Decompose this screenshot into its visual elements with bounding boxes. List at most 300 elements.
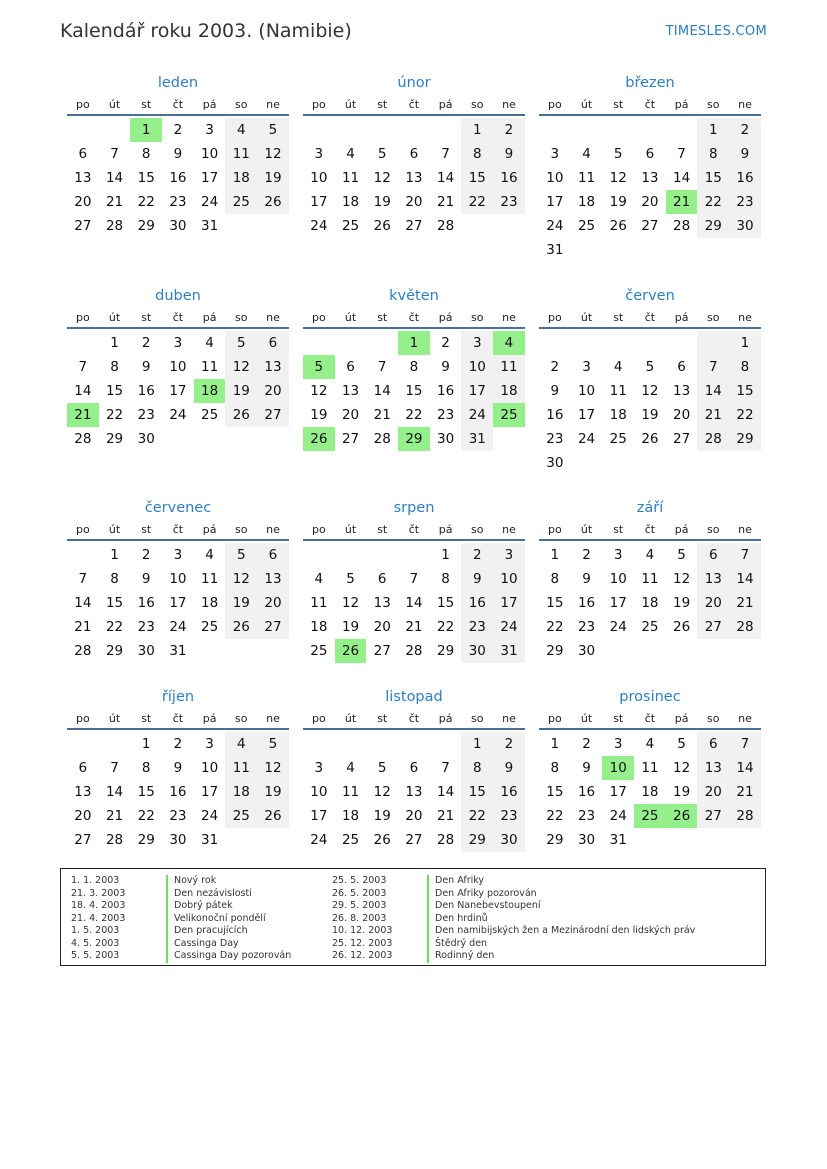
- day-cell[interactable]: 23: [169, 194, 187, 210]
- day-cell[interactable]: 4: [346, 760, 355, 776]
- day-cell[interactable]: 9: [493, 142, 525, 166]
- day-cell[interactable]: 22: [461, 190, 493, 214]
- day-cell[interactable]: 14: [697, 379, 729, 403]
- day-cell[interactable]: 29: [105, 431, 124, 447]
- day-cell[interactable]: 9: [582, 760, 591, 776]
- day-cell[interactable]: 8: [550, 760, 560, 776]
- day-cell[interactable]: 29: [461, 828, 493, 852]
- day-cell[interactable]: 31: [201, 218, 219, 234]
- day-cell[interactable]: 20: [74, 194, 92, 210]
- day-cell[interactable]: 19: [225, 379, 257, 403]
- day-cell[interactable]: 18: [310, 619, 328, 635]
- day-cell[interactable]: 12: [673, 760, 691, 776]
- day-cell[interactable]: 2: [582, 547, 591, 563]
- day-cell[interactable]: 4: [645, 736, 655, 752]
- day-cell[interactable]: 19: [373, 194, 391, 210]
- day-cell[interactable]: 13: [641, 170, 659, 186]
- day-cell[interactable]: 4: [314, 571, 324, 587]
- day-cell[interactable]: 2: [141, 547, 151, 563]
- day-cell[interactable]: 1: [110, 335, 119, 351]
- day-cell[interactable]: 24: [310, 218, 328, 234]
- day-cell[interactable]: 31: [493, 639, 525, 663]
- day-cell[interactable]: 5: [377, 146, 387, 162]
- day-cell[interactable]: 2: [493, 118, 525, 142]
- day-cell[interactable]: 23: [137, 407, 155, 423]
- day-cell[interactable]: 25: [201, 619, 219, 635]
- day-cell[interactable]: 28: [373, 431, 391, 447]
- day-cell[interactable]: 29: [137, 832, 155, 848]
- day-cell[interactable]: 20: [697, 780, 729, 804]
- day-cell[interactable]: 5: [303, 355, 335, 379]
- day-cell[interactable]: 30: [137, 431, 155, 447]
- day-cell[interactable]: 27: [697, 615, 729, 639]
- day-cell[interactable]: 10: [201, 760, 219, 776]
- day-cell[interactable]: 12: [225, 567, 257, 591]
- day-cell[interactable]: 1: [550, 547, 560, 563]
- day-cell[interactable]: 17: [609, 784, 627, 800]
- day-cell[interactable]: 2: [173, 736, 183, 752]
- day-cell[interactable]: 22: [546, 619, 564, 635]
- day-cell[interactable]: 18: [641, 595, 659, 611]
- day-cell[interactable]: 10: [310, 784, 328, 800]
- day-cell[interactable]: 28: [673, 218, 691, 234]
- day-cell[interactable]: 5: [377, 760, 387, 776]
- day-cell[interactable]: 18: [341, 808, 360, 824]
- day-cell[interactable]: 12: [310, 383, 328, 399]
- day-cell[interactable]: 30: [169, 832, 187, 848]
- day-cell[interactable]: 16: [729, 166, 761, 190]
- day-cell[interactable]: 4: [205, 335, 214, 351]
- day-cell[interactable]: 30: [577, 832, 596, 848]
- day-cell[interactable]: 24: [577, 431, 596, 447]
- day-cell[interactable]: 15: [461, 780, 493, 804]
- day-cell[interactable]: 13: [74, 784, 92, 800]
- day-cell[interactable]: 3: [173, 547, 183, 563]
- day-cell[interactable]: 11: [341, 170, 360, 186]
- day-cell[interactable]: 11: [641, 571, 659, 587]
- day-cell[interactable]: 20: [74, 808, 92, 824]
- day-cell[interactable]: 25: [577, 218, 596, 234]
- day-cell[interactable]: 24: [310, 832, 328, 848]
- day-cell[interactable]: 20: [673, 407, 691, 423]
- day-cell[interactable]: 28: [74, 431, 92, 447]
- day-cell[interactable]: 26: [609, 218, 627, 234]
- day-cell[interactable]: 29: [398, 427, 430, 451]
- day-cell[interactable]: 1: [461, 118, 493, 142]
- day-cell[interactable]: 18: [609, 407, 627, 423]
- day-cell[interactable]: 6: [645, 146, 655, 162]
- day-cell[interactable]: 10: [169, 359, 187, 375]
- day-cell[interactable]: 17: [201, 170, 219, 186]
- day-cell[interactable]: 1: [461, 732, 493, 756]
- day-cell[interactable]: 27: [74, 832, 92, 848]
- day-cell[interactable]: 6: [697, 543, 729, 567]
- day-cell[interactable]: 14: [373, 383, 391, 399]
- day-cell[interactable]: 26: [225, 615, 257, 639]
- day-cell[interactable]: 21: [697, 403, 729, 427]
- day-cell[interactable]: 3: [613, 736, 623, 752]
- day-cell[interactable]: 2: [141, 335, 151, 351]
- day-cell[interactable]: 14: [729, 567, 761, 591]
- day-cell[interactable]: 29: [729, 427, 761, 451]
- day-cell[interactable]: 1: [697, 118, 729, 142]
- day-cell[interactable]: 24: [546, 218, 564, 234]
- day-cell[interactable]: 12: [257, 756, 289, 780]
- day-cell[interactable]: 21: [67, 403, 99, 427]
- day-cell[interactable]: 29: [697, 214, 729, 238]
- day-cell[interactable]: 10: [609, 571, 627, 587]
- day-cell[interactable]: 29: [437, 643, 455, 659]
- day-cell[interactable]: 6: [346, 359, 355, 375]
- day-cell[interactable]: 23: [577, 808, 596, 824]
- day-cell[interactable]: 10: [310, 170, 328, 186]
- day-cell[interactable]: 7: [110, 146, 119, 162]
- day-cell[interactable]: 30: [546, 455, 564, 471]
- day-cell[interactable]: 5: [613, 146, 623, 162]
- day-cell[interactable]: 2: [461, 543, 493, 567]
- day-cell[interactable]: 30: [461, 639, 493, 663]
- day-cell[interactable]: 27: [373, 643, 391, 659]
- day-cell[interactable]: 9: [173, 146, 183, 162]
- day-cell[interactable]: 15: [405, 383, 423, 399]
- day-cell[interactable]: 8: [550, 571, 560, 587]
- day-cell[interactable]: 3: [314, 760, 324, 776]
- day-cell[interactable]: 6: [697, 732, 729, 756]
- day-cell[interactable]: 24: [169, 407, 187, 423]
- day-cell[interactable]: 20: [697, 591, 729, 615]
- day-cell[interactable]: 26: [373, 832, 391, 848]
- day-cell[interactable]: 11: [641, 760, 659, 776]
- day-cell[interactable]: 20: [341, 407, 360, 423]
- day-cell[interactable]: 16: [169, 170, 187, 186]
- day-cell[interactable]: 13: [341, 383, 360, 399]
- day-cell[interactable]: 30: [437, 431, 455, 447]
- day-cell[interactable]: 26: [257, 190, 289, 214]
- day-cell[interactable]: 15: [729, 379, 761, 403]
- day-cell[interactable]: 26: [257, 804, 289, 828]
- day-cell[interactable]: 4: [205, 547, 214, 563]
- day-cell[interactable]: 11: [341, 784, 360, 800]
- day-cell[interactable]: 1: [110, 547, 119, 563]
- day-cell[interactable]: 18: [194, 379, 226, 403]
- day-cell[interactable]: 21: [666, 190, 698, 214]
- day-cell[interactable]: 8: [729, 355, 761, 379]
- day-cell[interactable]: 18: [577, 194, 596, 210]
- day-cell[interactable]: 13: [373, 595, 391, 611]
- day-cell[interactable]: 23: [137, 619, 155, 635]
- day-cell[interactable]: 11: [201, 359, 219, 375]
- day-cell[interactable]: 18: [201, 595, 219, 611]
- day-cell[interactable]: 8: [141, 760, 151, 776]
- day-cell[interactable]: 20: [405, 194, 423, 210]
- day-cell[interactable]: 28: [437, 832, 455, 848]
- day-cell[interactable]: 23: [493, 190, 525, 214]
- day-cell[interactable]: 21: [74, 619, 92, 635]
- day-cell[interactable]: 17: [169, 595, 187, 611]
- day-cell[interactable]: 10: [493, 567, 525, 591]
- day-cell[interactable]: 23: [546, 431, 564, 447]
- day-cell[interactable]: 6: [677, 359, 686, 375]
- day-cell[interactable]: 18: [341, 194, 360, 210]
- day-cell[interactable]: 13: [74, 170, 92, 186]
- day-cell[interactable]: 17: [577, 407, 596, 423]
- day-cell[interactable]: 26: [673, 619, 691, 635]
- day-cell[interactable]: 13: [257, 567, 289, 591]
- day-cell[interactable]: 30: [493, 828, 525, 852]
- day-cell[interactable]: 26: [641, 431, 659, 447]
- day-cell[interactable]: 17: [201, 784, 219, 800]
- day-cell[interactable]: 12: [373, 784, 391, 800]
- day-cell[interactable]: 28: [105, 832, 124, 848]
- day-cell[interactable]: 15: [137, 784, 155, 800]
- day-cell[interactable]: 10: [577, 383, 596, 399]
- day-cell[interactable]: 26: [303, 427, 335, 451]
- day-cell[interactable]: 11: [609, 383, 627, 399]
- day-cell[interactable]: 23: [577, 619, 596, 635]
- day-cell[interactable]: 4: [613, 359, 623, 375]
- day-cell[interactable]: 12: [341, 595, 360, 611]
- day-cell[interactable]: 12: [609, 170, 627, 186]
- day-cell[interactable]: 9: [582, 571, 591, 587]
- day-cell[interactable]: 27: [405, 832, 423, 848]
- day-cell[interactable]: 7: [377, 359, 387, 375]
- day-cell[interactable]: 25: [641, 619, 659, 635]
- day-cell[interactable]: 4: [225, 732, 257, 756]
- day-cell[interactable]: 24: [201, 808, 219, 824]
- day-cell[interactable]: 27: [673, 431, 691, 447]
- day-cell[interactable]: 21: [729, 591, 761, 615]
- day-cell[interactable]: 8: [110, 571, 119, 587]
- day-cell[interactable]: 23: [437, 407, 455, 423]
- day-cell[interactable]: 22: [105, 407, 124, 423]
- day-cell[interactable]: 27: [257, 403, 289, 427]
- day-cell[interactable]: 12: [673, 571, 691, 587]
- day-cell[interactable]: 22: [461, 804, 493, 828]
- day-cell[interactable]: 10: [602, 756, 634, 780]
- day-cell[interactable]: 22: [105, 619, 124, 635]
- day-cell[interactable]: 7: [78, 571, 88, 587]
- day-cell[interactable]: 26: [666, 804, 698, 828]
- day-cell[interactable]: 19: [673, 784, 691, 800]
- day-cell[interactable]: 12: [373, 170, 391, 186]
- day-cell[interactable]: 6: [409, 146, 419, 162]
- day-cell[interactable]: 7: [677, 146, 686, 162]
- day-cell[interactable]: 16: [169, 784, 187, 800]
- day-cell[interactable]: 27: [697, 804, 729, 828]
- day-cell[interactable]: 19: [641, 407, 659, 423]
- day-cell[interactable]: 3: [314, 146, 324, 162]
- day-cell[interactable]: 26: [335, 639, 367, 663]
- day-cell[interactable]: 2: [173, 122, 183, 138]
- day-cell[interactable]: 13: [697, 567, 729, 591]
- day-cell[interactable]: 16: [461, 591, 493, 615]
- day-cell[interactable]: 23: [729, 190, 761, 214]
- day-cell[interactable]: 13: [673, 383, 691, 399]
- day-cell[interactable]: 3: [613, 547, 623, 563]
- day-cell[interactable]: 17: [310, 808, 328, 824]
- day-cell[interactable]: 25: [609, 431, 627, 447]
- day-cell[interactable]: 28: [405, 643, 423, 659]
- day-cell[interactable]: 1: [729, 331, 761, 355]
- day-cell[interactable]: 20: [257, 591, 289, 615]
- day-cell[interactable]: 25: [341, 218, 360, 234]
- day-cell[interactable]: 9: [729, 142, 761, 166]
- day-cell[interactable]: 21: [437, 808, 455, 824]
- day-cell[interactable]: 6: [257, 331, 289, 355]
- day-cell[interactable]: 11: [310, 595, 328, 611]
- day-cell[interactable]: 4: [225, 118, 257, 142]
- day-cell[interactable]: 28: [74, 643, 92, 659]
- day-cell[interactable]: 28: [437, 218, 455, 234]
- day-cell[interactable]: 13: [405, 784, 423, 800]
- day-cell[interactable]: 21: [373, 407, 391, 423]
- day-cell[interactable]: 13: [697, 756, 729, 780]
- day-cell[interactable]: 14: [105, 784, 124, 800]
- day-cell[interactable]: 29: [105, 643, 124, 659]
- day-cell[interactable]: 8: [141, 146, 151, 162]
- day-cell[interactable]: 4: [346, 146, 355, 162]
- day-cell[interactable]: 19: [341, 619, 360, 635]
- day-cell[interactable]: 5: [225, 331, 257, 355]
- brand-logo-link[interactable]: TIMESLES.COM: [665, 24, 767, 39]
- day-cell[interactable]: 11: [201, 571, 219, 587]
- day-cell[interactable]: 30: [169, 218, 187, 234]
- day-cell[interactable]: 15: [546, 595, 564, 611]
- day-cell[interactable]: 7: [409, 571, 419, 587]
- day-cell[interactable]: 2: [550, 359, 560, 375]
- day-cell[interactable]: 5: [346, 571, 355, 587]
- day-cell[interactable]: 1: [441, 547, 450, 563]
- day-cell[interactable]: 19: [373, 808, 391, 824]
- day-cell[interactable]: 13: [405, 170, 423, 186]
- day-cell[interactable]: 28: [729, 804, 761, 828]
- day-cell[interactable]: 3: [205, 122, 214, 138]
- day-cell[interactable]: 19: [257, 780, 289, 804]
- day-cell[interactable]: 2: [582, 736, 591, 752]
- day-cell[interactable]: 20: [373, 619, 391, 635]
- day-cell[interactable]: 7: [729, 543, 761, 567]
- day-cell[interactable]: 24: [201, 194, 219, 210]
- day-cell[interactable]: 22: [546, 808, 564, 824]
- day-cell[interactable]: 31: [461, 427, 493, 451]
- day-cell[interactable]: 14: [673, 170, 691, 186]
- day-cell[interactable]: 15: [461, 166, 493, 190]
- day-cell[interactable]: 14: [437, 784, 455, 800]
- day-cell[interactable]: 6: [257, 543, 289, 567]
- day-cell[interactable]: 24: [169, 619, 187, 635]
- day-cell[interactable]: 17: [609, 595, 627, 611]
- day-cell[interactable]: 3: [493, 543, 525, 567]
- day-cell[interactable]: 14: [74, 383, 92, 399]
- day-cell[interactable]: 1: [398, 331, 430, 355]
- day-cell[interactable]: 18: [641, 784, 659, 800]
- day-cell[interactable]: 16: [137, 595, 155, 611]
- day-cell[interactable]: 8: [697, 142, 729, 166]
- day-cell[interactable]: 19: [225, 591, 257, 615]
- day-cell[interactable]: 9: [493, 756, 525, 780]
- day-cell[interactable]: 11: [493, 355, 525, 379]
- day-cell[interactable]: 22: [137, 194, 155, 210]
- day-cell[interactable]: 8: [441, 571, 450, 587]
- day-cell[interactable]: 1: [130, 118, 162, 142]
- day-cell[interactable]: 31: [201, 832, 219, 848]
- day-cell[interactable]: 3: [550, 146, 560, 162]
- day-cell[interactable]: 6: [409, 760, 419, 776]
- day-cell[interactable]: 5: [257, 732, 289, 756]
- day-cell[interactable]: 25: [310, 643, 328, 659]
- day-cell[interactable]: 28: [729, 615, 761, 639]
- day-cell[interactable]: 9: [173, 760, 183, 776]
- day-cell[interactable]: 19: [673, 595, 691, 611]
- day-cell[interactable]: 1: [550, 736, 560, 752]
- day-cell[interactable]: 18: [225, 166, 257, 190]
- day-cell[interactable]: 27: [641, 218, 659, 234]
- day-cell[interactable]: 8: [461, 756, 493, 780]
- day-cell[interactable]: 16: [493, 780, 525, 804]
- day-cell[interactable]: 7: [441, 146, 450, 162]
- day-cell[interactable]: 18: [493, 379, 525, 403]
- day-cell[interactable]: 3: [205, 736, 214, 752]
- day-cell[interactable]: 16: [437, 383, 455, 399]
- day-cell[interactable]: 25: [341, 832, 360, 848]
- day-cell[interactable]: 12: [225, 355, 257, 379]
- day-cell[interactable]: 14: [74, 595, 92, 611]
- day-cell[interactable]: 2: [441, 335, 450, 351]
- day-cell[interactable]: 3: [582, 359, 591, 375]
- day-cell[interactable]: 30: [729, 214, 761, 238]
- day-cell[interactable]: 2: [729, 118, 761, 142]
- day-cell[interactable]: 8: [409, 359, 419, 375]
- day-cell[interactable]: 4: [493, 331, 525, 355]
- day-cell[interactable]: 17: [461, 379, 493, 403]
- day-cell[interactable]: 27: [341, 431, 360, 447]
- day-cell[interactable]: 29: [546, 643, 564, 659]
- day-cell[interactable]: 4: [582, 146, 591, 162]
- day-cell[interactable]: 20: [405, 808, 423, 824]
- day-cell[interactable]: 22: [437, 619, 455, 635]
- day-cell[interactable]: 14: [437, 170, 455, 186]
- day-cell[interactable]: 31: [546, 242, 564, 258]
- day-cell[interactable]: 23: [169, 808, 187, 824]
- day-cell[interactable]: 4: [645, 547, 655, 563]
- day-cell[interactable]: 6: [78, 760, 88, 776]
- day-cell[interactable]: 25: [225, 804, 257, 828]
- day-cell[interactable]: 7: [78, 359, 88, 375]
- day-cell[interactable]: 14: [405, 595, 423, 611]
- day-cell[interactable]: 20: [257, 379, 289, 403]
- day-cell[interactable]: 21: [105, 194, 124, 210]
- day-cell[interactable]: 8: [461, 142, 493, 166]
- day-cell[interactable]: 17: [169, 383, 187, 399]
- day-cell[interactable]: 15: [546, 784, 564, 800]
- day-cell[interactable]: 30: [577, 643, 596, 659]
- day-cell[interactable]: 9: [141, 359, 151, 375]
- day-cell[interactable]: 22: [137, 808, 155, 824]
- day-cell[interactable]: 19: [310, 407, 328, 423]
- day-cell[interactable]: 16: [546, 407, 564, 423]
- day-cell[interactable]: 3: [173, 335, 183, 351]
- day-cell[interactable]: 9: [461, 567, 493, 591]
- day-cell[interactable]: 29: [137, 218, 155, 234]
- day-cell[interactable]: 2: [493, 732, 525, 756]
- day-cell[interactable]: 16: [577, 784, 596, 800]
- day-cell[interactable]: 30: [137, 643, 155, 659]
- day-cell[interactable]: 16: [493, 166, 525, 190]
- day-cell[interactable]: 31: [169, 643, 187, 659]
- day-cell[interactable]: 8: [110, 359, 119, 375]
- day-cell[interactable]: 11: [577, 170, 596, 186]
- day-cell[interactable]: 25: [201, 407, 219, 423]
